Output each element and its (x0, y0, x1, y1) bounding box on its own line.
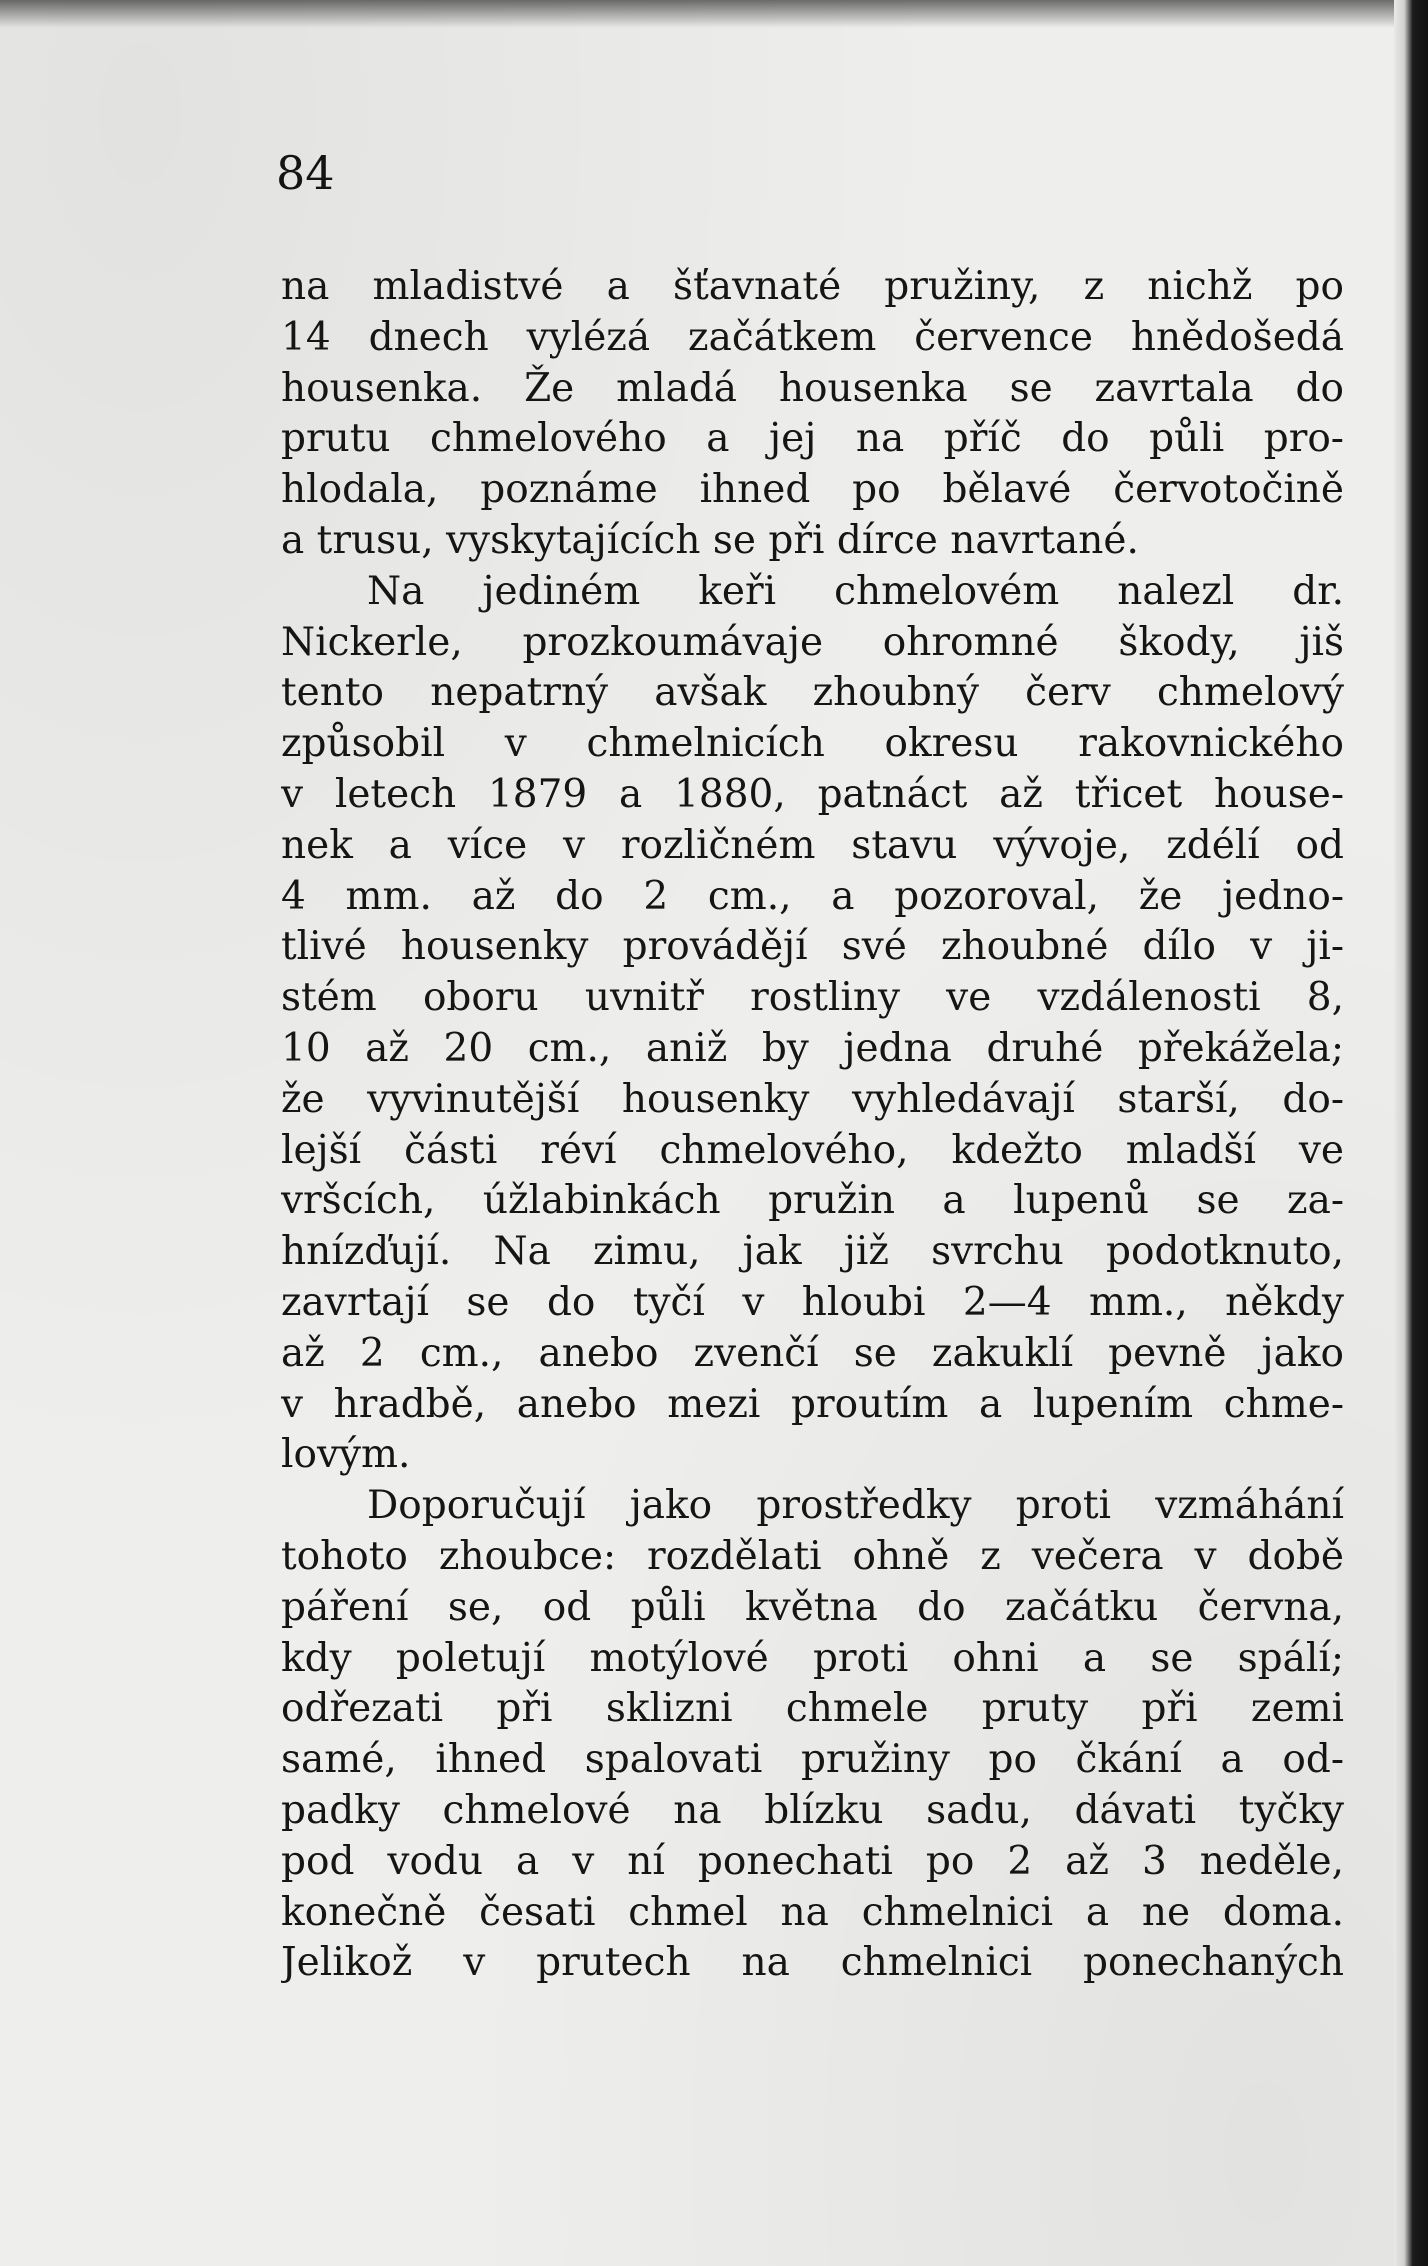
text-line: konečně česati chmel na chmelnici a ne doma. (281, 1889, 1344, 1935)
body-text (281, 262, 1344, 1989)
text-line: lejší části réví chmelového, kdežto mladší ve (281, 1127, 1344, 1173)
text-line: a trusu, vyskytajících se při dírce navrtané. (281, 517, 1139, 563)
text-line: tento nepatrný avšak zhoubný červ chmelový (281, 670, 1344, 716)
text-line: hlodala, poznáme ihned po bělavé červotočině (281, 467, 1344, 513)
page-top-shadow (0, 0, 1405, 28)
text-line: hnízďují. Na zimu, jak již svrchu podotknuto, (281, 1229, 1344, 1275)
text-line: housenka. Že mladá housenka se zavrtala do (281, 365, 1344, 411)
text-line: tlivé housenky provádějí své zhoubné dílo v ji- (281, 924, 1344, 970)
text-line: Jelikož v prutech na chmelnici ponechaných (281, 1940, 1344, 1986)
text-line: 14 dnech vylézá začátkem července hnědošedá (281, 314, 1344, 360)
text-line: tohoto zhoubce: rozdělati ohně z večera v době (281, 1533, 1344, 1579)
text-line: padky chmelové na blízku sadu, dávati tyčky (281, 1787, 1344, 1833)
text-line: odřezati při sklizni chmele pruty při zemi (281, 1686, 1344, 1732)
text-line: páření se, od půli května do začátku června, (281, 1584, 1344, 1630)
text-line: v hradbě, anebo mezi proutím a lupením chme- (281, 1381, 1344, 1427)
text-line: kdy poletují motýlové proti ohni a se spálí; (281, 1635, 1344, 1681)
text-line: Nickerle, prozkoumávaje ohromné škody, jiš (281, 619, 1344, 665)
text-line: že vyvinutější housenky vyhledávají starší, do- (281, 1076, 1344, 1122)
text-line: stém oboru uvnitř rostliny ve vzdálenosti 8, (281, 975, 1344, 1021)
text-line: vršcích, úžlabinkách pružin a lupenů se za- (281, 1178, 1344, 1224)
text-line: v letech 1879 a 1880, patnáct až třicet house- (281, 771, 1344, 817)
paragraph-start-line: Na jediném keři chmelovém nalezl dr. (367, 568, 1344, 614)
text-line: 4 mm. až do 2 cm., a pozoroval, že jedno- (281, 873, 1344, 919)
paragraph-start-line: Doporučují jako prostředky proti vzmáhání (367, 1483, 1344, 1529)
text-line: samé, ihned spalovati pružiny po čkání a od- (281, 1737, 1344, 1783)
text-line: zavrtají se do tyčí v hloubi 2—4 mm., někdy (281, 1279, 1344, 1325)
text-line: nek a více v rozličném stavu vývoje, zdélí od (281, 822, 1344, 868)
page-number: 84 (276, 146, 335, 200)
text-line: na mladistvé a šťavnaté pružiny, z nichž po (281, 264, 1344, 309)
text-line: lovým. (281, 1432, 411, 1478)
text-line: způsobil v chmelnicích okresu rakovnického (281, 721, 1344, 767)
text-line: prutu chmelového a jej na příč do půli pro- (281, 416, 1344, 462)
text-line: 10 až 20 cm., aniž by jedna druhé překážela; (281, 1025, 1344, 1071)
text-line: až 2 cm., anebo zvenčí se zakuklí pevně jako (281, 1330, 1344, 1376)
text-line: pod vodu a v ní ponechati po 2 až 3 neděle, (281, 1838, 1344, 1884)
page-edge-shadow (1394, 0, 1428, 2266)
